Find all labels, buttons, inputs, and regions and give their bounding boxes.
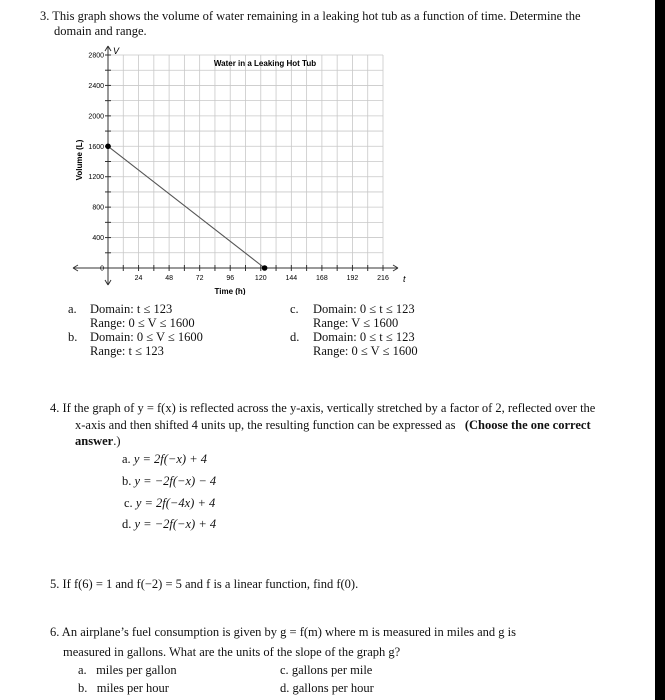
q3-option-c-domain[interactable]: Domain: 0 ≤ t ≤ 123 bbox=[313, 302, 415, 316]
x-tick-label: 168 bbox=[316, 275, 328, 282]
chart-axes bbox=[73, 46, 398, 285]
q5-text: 5. If f(6) = 1 and f(−2) = 5 and f is a linear function, find f(0). bbox=[50, 577, 359, 591]
q6-option-a[interactable] bbox=[78, 663, 177, 678]
option-text: y = 2f(−x) + 4 bbox=[133, 452, 208, 466]
y-tick-label: 400 bbox=[92, 235, 104, 243]
x-tick-label: 120 bbox=[254, 275, 267, 282]
q4-line3 bbox=[75, 434, 121, 449]
hot-tub-chart bbox=[0, 0, 665, 295]
y-tick-label: 2800 bbox=[88, 52, 104, 60]
q6-line2: measured in gallons. What are the units of the slope of the graph g? bbox=[63, 645, 401, 659]
y-axis-variable: V bbox=[113, 46, 120, 56]
y-tick-label: 2000 bbox=[88, 113, 104, 121]
data-point bbox=[262, 265, 268, 271]
x-tick-label: 96 bbox=[226, 275, 235, 282]
x-tick-label: 24 bbox=[134, 275, 143, 282]
option-letter: b. bbox=[122, 474, 132, 488]
q6-line1: 6. An airplane’s fuel consumption is given by g = f(m) where m is measured in miles and g is bbox=[50, 625, 516, 639]
q3-option-d-range: Range: 0 ≤ V ≤ 1600 bbox=[313, 344, 418, 358]
q4-instruction-end: answer bbox=[75, 434, 114, 448]
q6-option-c[interactable] bbox=[280, 663, 372, 678]
option-text: y = 2f(−4x) + 4 bbox=[135, 496, 216, 510]
chart-grid bbox=[108, 55, 383, 268]
option-text: miles per gallon bbox=[96, 663, 177, 677]
data-point bbox=[105, 143, 111, 149]
y-tick-label: 1200 bbox=[88, 174, 104, 182]
x-tick-label: 144 bbox=[285, 275, 298, 282]
option-letter: a. bbox=[78, 663, 87, 677]
q4-option-c[interactable] bbox=[124, 496, 215, 511]
option-text: y = −2f(−x) − 4 bbox=[134, 474, 217, 488]
q4-line2 bbox=[75, 418, 591, 433]
option-letter: a. bbox=[122, 452, 131, 466]
q3-option-b-letter: b. bbox=[68, 330, 78, 344]
q4-option-b[interactable] bbox=[122, 474, 216, 489]
q4-line1: 4. If the graph of y = f(x) is reflected across the y-axis, vertically stretched by a factor of 2, reflected over the bbox=[50, 401, 596, 415]
q4-line2-text: x-axis and then shifted 4 units up, the resulting function can be expressed as bbox=[75, 418, 456, 432]
option-letter: c. bbox=[280, 663, 289, 677]
option-letter: d. bbox=[122, 517, 132, 531]
x-axis-variable: t bbox=[403, 274, 406, 284]
y-axis-label: Volume (L) bbox=[75, 139, 84, 181]
q3-option-c-letter: c. bbox=[290, 302, 299, 316]
option-text: gallons per hour bbox=[292, 681, 374, 695]
q3-option-a-letter: a. bbox=[68, 302, 77, 316]
q3-line2: domain and range. bbox=[54, 24, 147, 38]
q4-instruction: (Choose the one correct bbox=[464, 418, 591, 432]
option-letter: b. bbox=[78, 681, 88, 695]
q3-option-b-domain[interactable]: Domain: 0 ≤ V ≤ 1600 bbox=[90, 330, 203, 344]
x-tick-label: 192 bbox=[346, 275, 359, 282]
x-tick-label: 216 bbox=[377, 275, 389, 282]
q4-line3-end: .) bbox=[113, 434, 121, 448]
chart-title: Water in a Leaking Hot Tub bbox=[213, 59, 317, 68]
y-tick-label: 800 bbox=[92, 204, 104, 212]
option-letter: d. bbox=[280, 681, 290, 695]
x-tick-label: 48 bbox=[165, 275, 174, 282]
option-text: y = −2f(−x) + 4 bbox=[134, 517, 217, 531]
option-letter: c. bbox=[124, 496, 133, 510]
y-tick-label: 1600 bbox=[88, 143, 104, 151]
q3-line1: 3. This graph shows the volume of water remaining in a leaking hot tub as a function of time. Determine the bbox=[40, 9, 581, 23]
y-tick-label: 2400 bbox=[88, 82, 104, 90]
q3-option-a-range: Range: 0 ≤ V ≤ 1600 bbox=[90, 316, 195, 330]
q6-option-b[interactable] bbox=[78, 681, 169, 696]
q6-option-d[interactable] bbox=[280, 681, 374, 696]
q3-option-c-range: Range: V ≤ 1600 bbox=[313, 316, 399, 330]
q3-option-a-domain[interactable]: Domain: t ≤ 123 bbox=[90, 302, 173, 316]
q4-option-a[interactable] bbox=[122, 452, 207, 467]
y-tick-label: 0 bbox=[100, 265, 104, 273]
option-text: gallons per mile bbox=[291, 663, 373, 677]
x-tick-label: 72 bbox=[195, 275, 204, 282]
q4-option-d[interactable] bbox=[122, 517, 216, 532]
q3-option-d-letter: d. bbox=[290, 330, 300, 344]
option-text: miles per hour bbox=[96, 681, 169, 695]
q3-option-b-range: Range: t ≤ 123 bbox=[90, 344, 164, 358]
x-axis-label: Time (h) bbox=[214, 287, 246, 295]
q3-option-d-domain[interactable]: Domain: 0 ≤ t ≤ 123 bbox=[313, 330, 415, 344]
